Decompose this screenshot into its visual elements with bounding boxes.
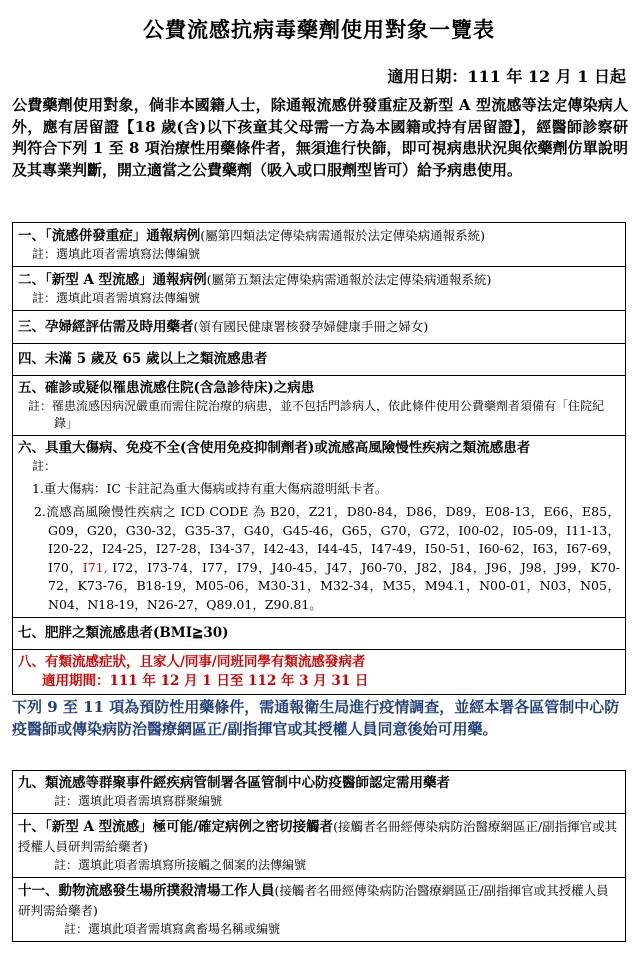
item-number: 四、 xyxy=(18,351,45,367)
applicable-period: 適用期間：111 年 12 月 1 日至 112 年 3 月 31 日 xyxy=(42,673,369,689)
item-title: 動物流感發生場所撲殺清場工作人員 xyxy=(58,883,275,899)
item-number: 三、 xyxy=(18,319,45,335)
item-number: 七、 xyxy=(18,625,45,641)
item-extra: (屬第五類法定傳染病需通報於法定傳染病通報系統) xyxy=(206,272,492,287)
item-extra: (接觸者名冊經傳染病防治醫療網區正/副指揮官或其授權人員研判需給藥者) xyxy=(18,883,609,918)
criteria-row-8 xyxy=(13,650,626,695)
prophylaxis-criteria-table xyxy=(12,770,626,942)
item-extra: (領有國民健康署核發孕婦健康手冊之婦女) xyxy=(193,319,429,334)
effective-date: 適用日期：111 年 12 月 1 日起 xyxy=(387,67,626,86)
item-title: 「新型 A 型流感」極可能/確定病例之密切接觸者 xyxy=(45,819,334,835)
criteria-row-9 xyxy=(13,771,626,814)
item-title: 未滿 5 歲及 65 歲以上之類流感患者 xyxy=(45,351,268,367)
item-extra: (接觸者名冊經傳染病防治醫療網區正/副指揮官或其授權人員研判需給藥者) xyxy=(18,819,618,854)
major-illness-note: 1.重大傷病：IC 卡註記為重大傷病或持有重大傷病證明紙卡者。 xyxy=(32,481,388,496)
item-number: 十一、 xyxy=(18,883,59,899)
item-title: 類流感等群聚事件經疾病管制署各區管制中心防疫醫師認定需用藥者 xyxy=(45,775,450,791)
criteria-row-6 xyxy=(13,436,626,618)
item-note: 註：罹患流感因病況嚴重而需住院治療的病患，並不包括門診病人，依此條件使用公費藥劑者須備有「住院紀錄」 xyxy=(28,399,605,430)
icd-code-list xyxy=(18,503,620,614)
criteria-row-11 xyxy=(13,878,626,942)
criteria-row-2 xyxy=(13,267,626,311)
item-note: 註：選填此項者需填寫群聚編號 xyxy=(54,794,223,808)
item-number: 五、 xyxy=(18,380,45,396)
criteria-row-5 xyxy=(13,376,626,436)
item-number: 九、 xyxy=(18,775,45,791)
page-title: 公費流感抗病毒藥劑使用對象一覽表 xyxy=(143,17,495,42)
item-title: 確診或疑似罹患流感住院(含急診待床)之病患 xyxy=(45,380,315,396)
item-number: 二、 xyxy=(18,272,45,288)
item-note: 註：選填此項者需填寫法傳編號 xyxy=(32,291,201,305)
item-number: 六、 xyxy=(18,440,45,456)
icd-codes-part-1: 2.流感高風險慢性疾病之 ICD CODE 為 B20，Z21，D80-84，D86，D89，E08-13，E66，E85，G09，G20，G30-32，G35-37，G40，G45-46，G65，G70，G72，I00-02，I05-09，I11-13，I20-22，I24-25，I27-28，I34-37，I42-43，I44-45，I47-49，I50-51，I60-62，I63，I67-69，I70， xyxy=(34,504,620,575)
item-number: 一、 xyxy=(18,228,45,244)
treatment-criteria-table xyxy=(12,222,626,695)
criteria-row-10 xyxy=(13,814,626,878)
item-extra: (屬第四類法定傳染病需通報於法定傳染病通報系統) xyxy=(200,228,486,243)
icd-codes-part-2: I72，I73-74，I77，I79，J40-45，J47，J60-70，J82，J84，J96，J98，J99，K70-72，K73-76，B18-19，M05-06，M30-31，M32-34，M35，M94.1，N00-01，N03，N05，N04，N18-19，N26-27，Q89.01，Z90.81。 xyxy=(48,559,621,612)
criteria-row-4 xyxy=(13,344,626,376)
item-title: 「流感併發重症」通報病例 xyxy=(45,228,201,244)
item-number: 十、 xyxy=(18,819,45,835)
item-note: 註：選填此項者需填寫禽畜場名稱或編號 xyxy=(64,922,281,936)
item-note: 註： xyxy=(32,459,57,473)
item-title: 具重大傷病、免疫不全(含使用免疫抑制劑者)或流感高風險慢性疾病之類流感患者 xyxy=(45,440,531,456)
item-title: 肥胖之類流感患者(BMI≧30) xyxy=(45,625,229,641)
item-note: 註：選填此項者需填寫法傳編號 xyxy=(32,247,201,261)
icd-code-highlighted: I71, xyxy=(82,559,108,575)
item-title: 孕婦經評估需及時用藥者 xyxy=(45,319,194,335)
prophylaxis-intro: 下列 9 至 11 項為預防性用藥條件，需通報衛生局進行疫情調查，並經本署各區管制中心防疫醫師或傳染病防治醫療網區正/副指揮官或其授權人員同意後始可用藥。 xyxy=(12,698,620,738)
item-title: 「新型 A 型流感」通報病例 xyxy=(45,272,207,288)
criteria-row-1 xyxy=(13,223,626,267)
intro-paragraph: 公費藥劑使用對象，倘非本國籍人士，除通報流感併發重症及新型 A 型流感等法定傳染病人外，應有居留證【18 歲(含)以下孩童其父母需一方為本國籍或持有居留證】，經醫師診察研判符合下列 1 至 8 項治療性用藥條件者，無須進行快篩，即可視病患狀況與依藥劑仿單說明及其專業判斷，開立適當之公費藥劑（吸入或口服劑型皆可）給予病患使用。 xyxy=(12,96,628,179)
item-title: 有類流感症狀，且家人/同事/同班同學有類流感發病者 xyxy=(45,654,366,670)
item-note: 註：選填此項者需填寫所接觸之個案的法傳編號 xyxy=(54,858,307,872)
item-number: 八、 xyxy=(18,654,45,670)
criteria-row-3 xyxy=(13,311,626,344)
criteria-row-7 xyxy=(13,618,626,650)
